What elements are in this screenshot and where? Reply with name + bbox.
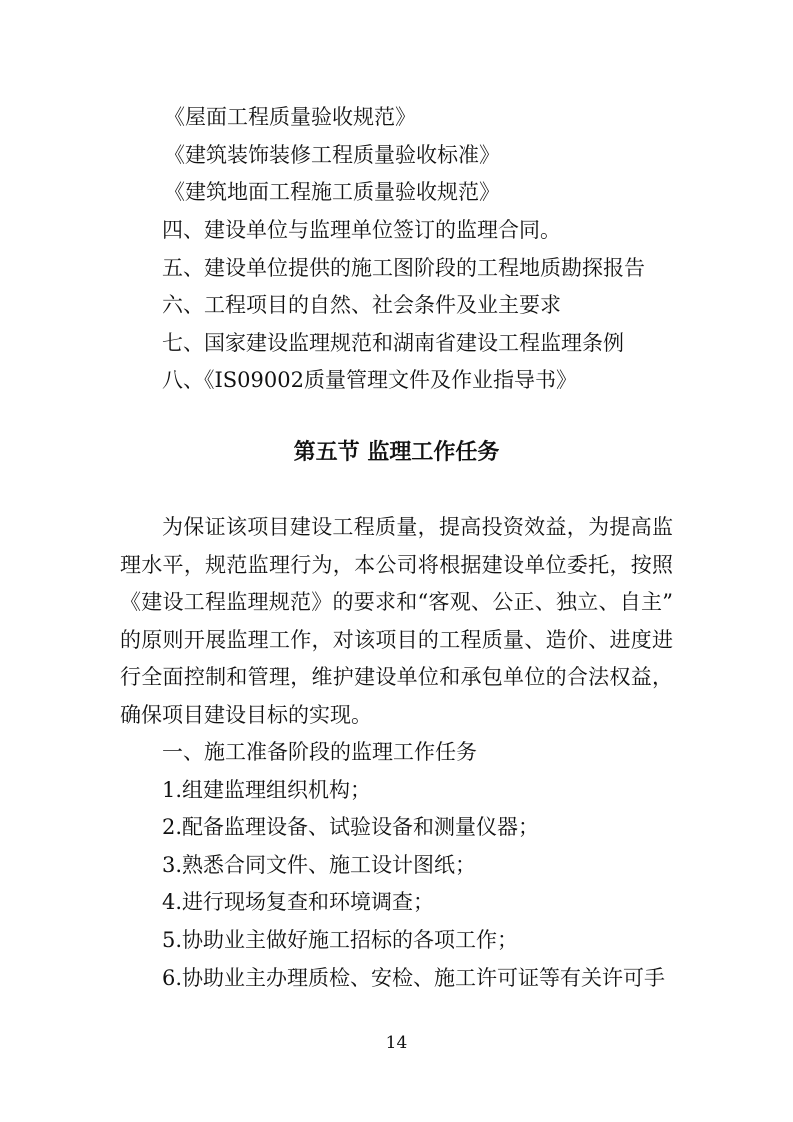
basis-item: 六、工程项目的自然、社会条件及业主要求: [162, 293, 561, 317]
paragraph-line: 确保项目建设目标的实现。: [120, 703, 372, 727]
reference-item: 《屋面工程质量验收规范》: [164, 105, 416, 129]
paragraph-line: 理水平，规范监理行为，本公司将根据建设单位委托，按照: [120, 553, 673, 577]
task-item: 2.配备监理设备、试验设备和测量仪器；: [162, 815, 540, 839]
subheading: 一、施工准备阶段的监理工作任务: [162, 740, 477, 764]
task-item: 3.熟悉合同文件、施工设计图纸；: [162, 853, 477, 877]
task-item: 6.协助业主办理质检、安检、施工许可证等有关许可手: [162, 966, 666, 990]
reference-item: 《建筑地面工程施工质量验收规范》: [164, 180, 500, 204]
basis-item: 四、建设单位与监理单位签订的监理合同。: [162, 218, 561, 242]
paragraph-line: 行全面控制和管理，维护建设单位和承包单位的合法权益，: [120, 665, 673, 689]
task-item: 1.组建监理组织机构；: [162, 778, 372, 802]
task-item: 4.进行现场复查和环境调查；: [162, 890, 435, 914]
basis-item: 五、建设单位提供的施工图阶段的工程地质勘探报告: [162, 256, 645, 280]
paragraph-line: 的原则开展监理工作，对该项目的工程质量、造价、进度进: [120, 628, 673, 652]
paragraph-line: 《建设工程监理规范》的要求和“客观、公正、独立、自主”: [120, 590, 673, 614]
paragraph-line: 为保证该项目建设工程质量，提高投资效益，为提高监: [162, 515, 673, 539]
page-number: 14: [385, 1033, 408, 1053]
section-title: 第五节 监理工作任务: [293, 440, 500, 465]
reference-item: 《建筑装饰装修工程质量验收标准》: [164, 143, 500, 167]
basis-item: 八、《IS09002质量管理文件及作业指导书》: [162, 368, 577, 392]
task-item: 5.协助业主做好施工招标的各项工作；: [162, 928, 519, 952]
basis-item: 七、国家建设监理规范和湖南省建设工程监理条例: [162, 331, 624, 355]
